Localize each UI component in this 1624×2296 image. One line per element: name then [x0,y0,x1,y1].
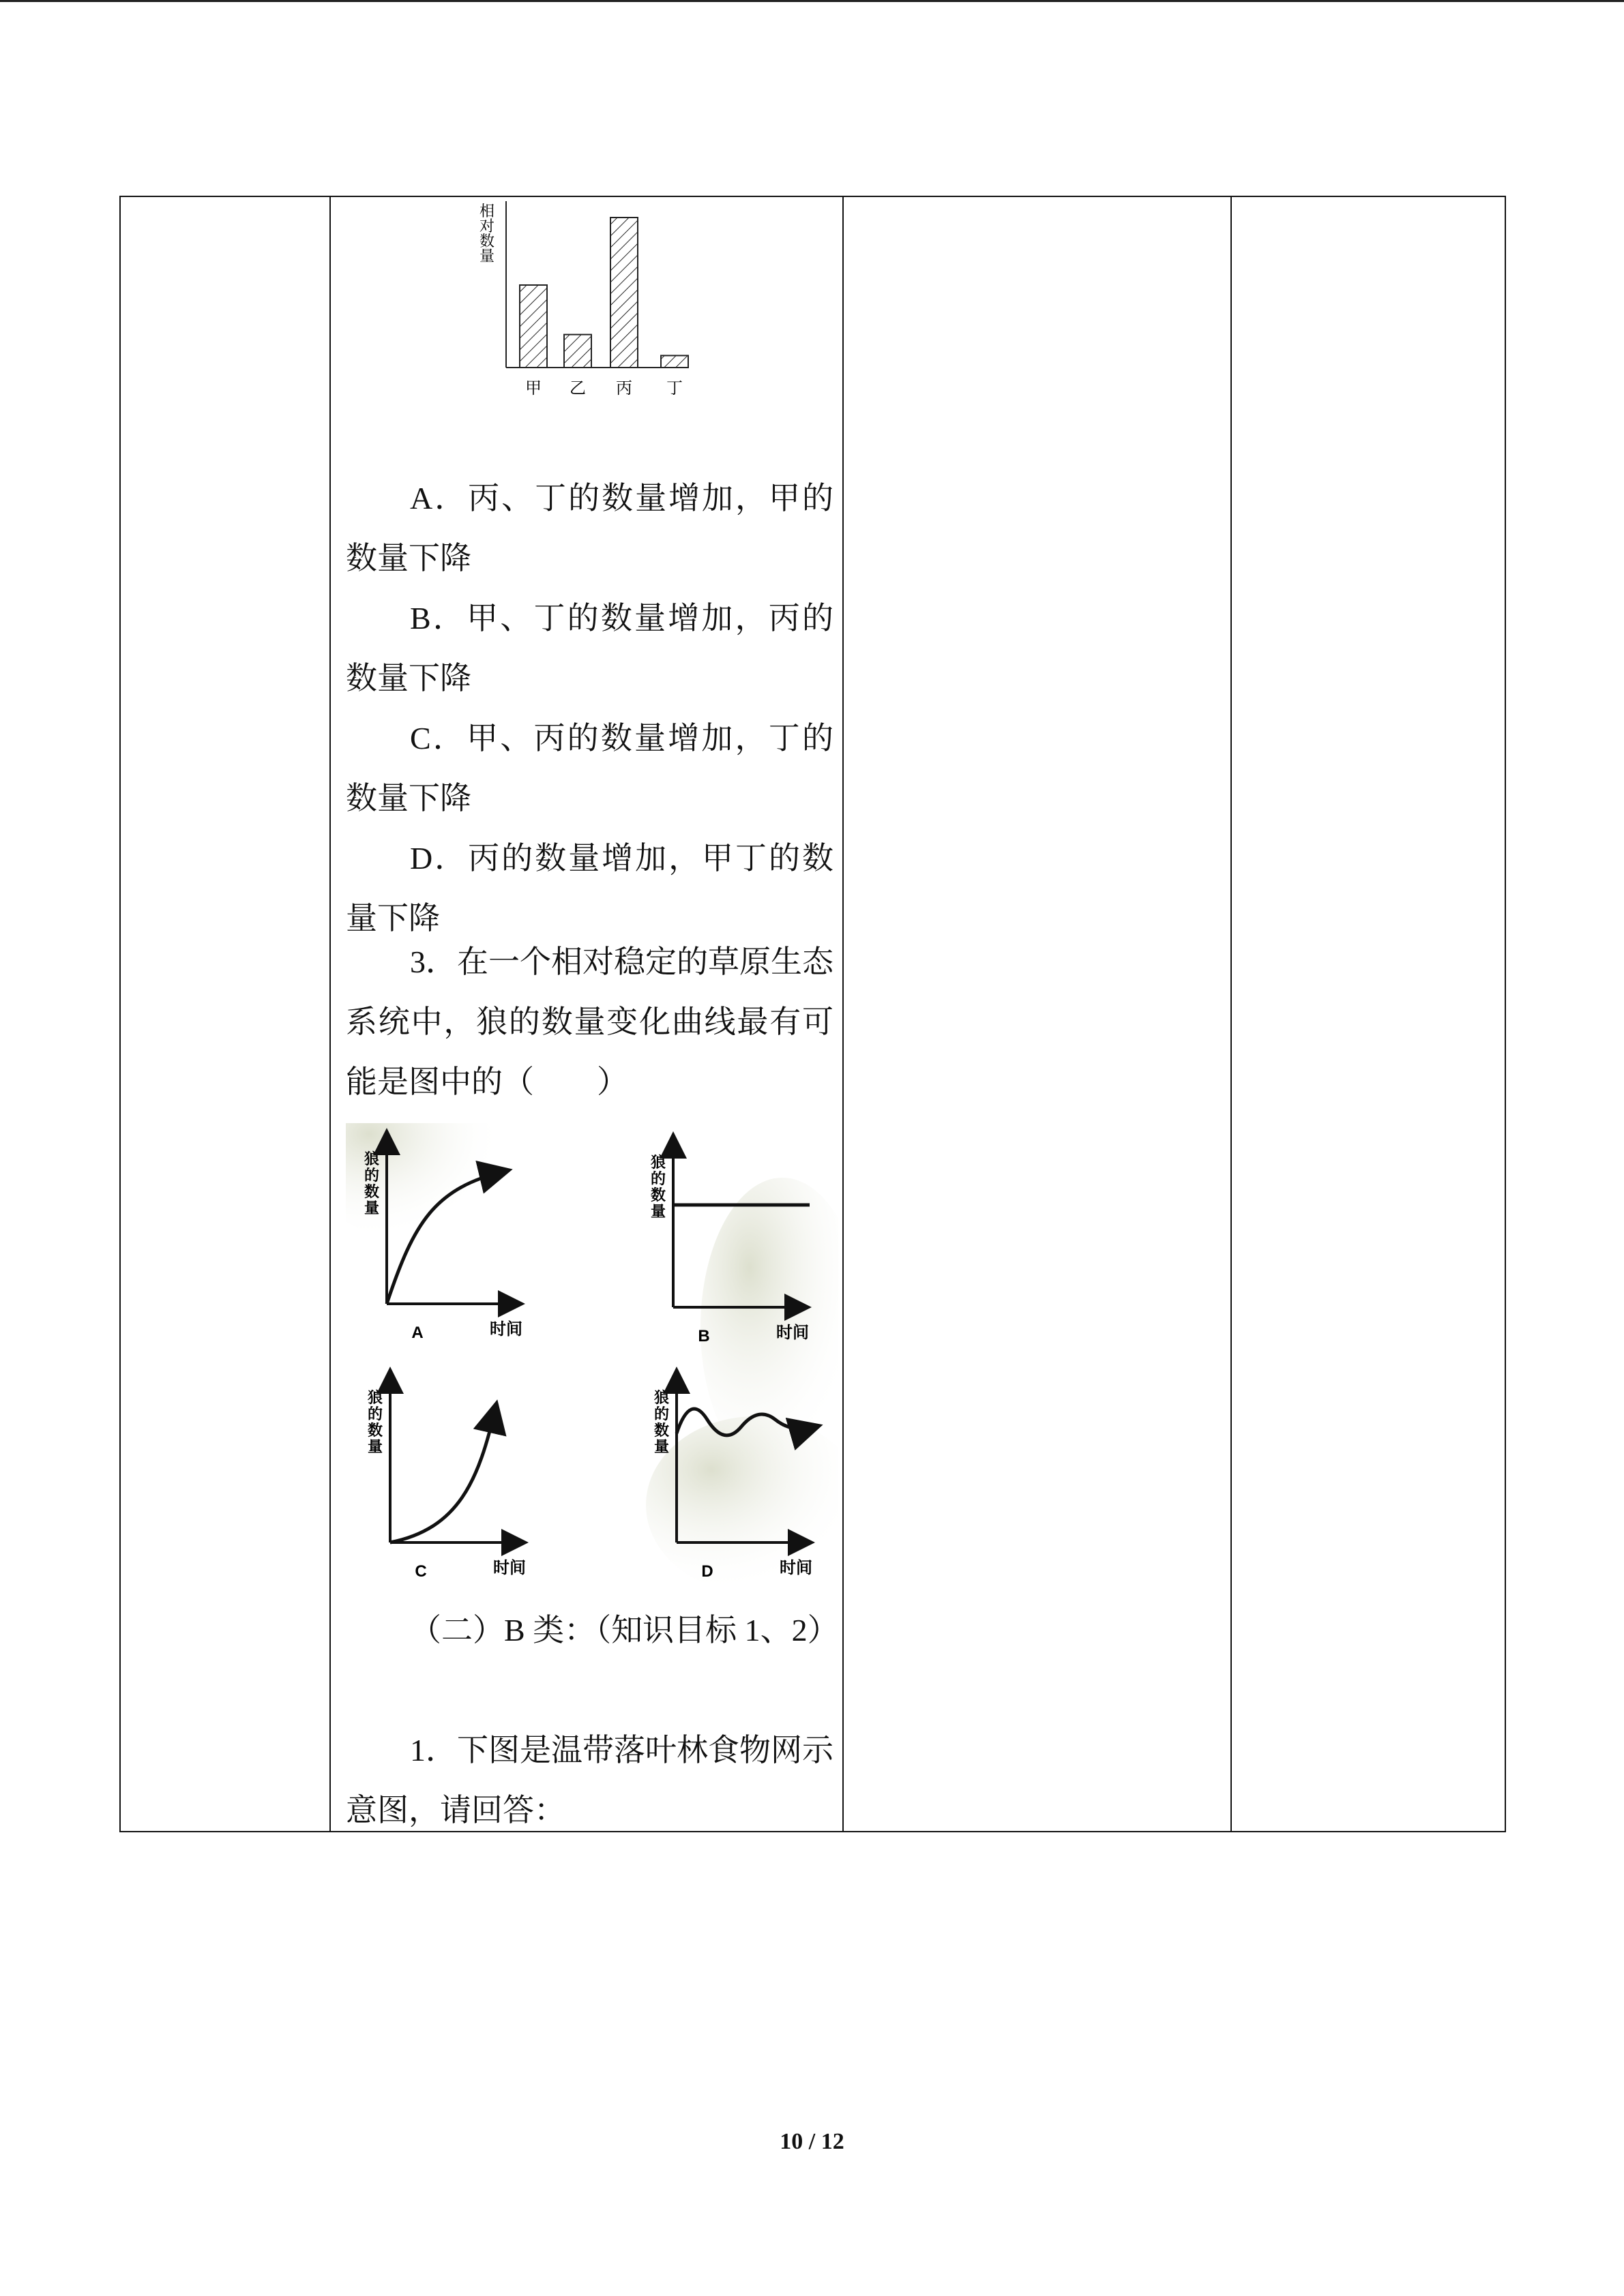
y-label-char: 狼 [364,1150,380,1167]
y-label-char: 量 [367,1438,383,1455]
page-top-rule [0,0,1624,2]
column-divider-3 [1230,197,1232,1831]
answer-option: D．丙的数量增加，甲丁的数量下降 [346,841,833,936]
y-axis-label-char: 数 [479,233,494,250]
y-label-char: 数 [364,1183,380,1200]
bar-甲 [520,285,547,368]
section-b-heading: （二）B 类：（知识目标 1、2） [410,1613,839,1648]
page-number: 10 / 12 [780,2129,844,2154]
bar-丁 [661,355,688,368]
y-axis-label-char: 量 [479,248,494,265]
y-axis-label-char: 相 [479,203,494,220]
answer-option: B．甲、丁的数量增加，丙的数量下降 [346,601,833,696]
answer-option: C．甲、丙的数量增加，丁的数量下降 [346,721,833,816]
relative-quantity-bar-chart [407,196,700,414]
panel-letter: B [698,1327,710,1345]
x-axis-label: 时间 [493,1559,526,1577]
x-tick-label: 丙 [616,378,632,398]
wolf-population-curves [346,1123,838,1587]
y-axis-label-char: 对 [479,218,494,235]
y-label-char: 狼 [653,1389,670,1406]
x-tick-label: 丁 [666,378,683,398]
y-label-char: 狼 [367,1389,383,1406]
x-axis-label: 时间 [780,1559,812,1577]
y-label-char: 量 [653,1438,670,1455]
x-tick-label: 甲 [525,378,542,398]
bar-丙 [610,218,638,368]
y-label-char: 数 [367,1422,383,1439]
panel-letter: A [411,1324,424,1342]
answer-option: A．丙、丁的数量增加，甲的数量下降 [346,481,833,576]
bar-乙 [564,335,591,368]
question3-text: 3．在一个相对稳定的草原生态系统中，狼的数量变化曲线最有可能是图中的（ ） [346,944,833,1099]
y-label-char: 数 [653,1422,670,1439]
y-axis-label [479,203,494,265]
y-label-char: 的 [364,1167,380,1184]
y-label-char: 量 [650,1203,666,1220]
population-curve [390,1406,496,1542]
column-divider-2 [842,197,844,1831]
x-tick-label: 乙 [570,378,586,398]
y-label-char: 的 [650,1170,666,1187]
x-axis-label: 时间 [490,1320,522,1339]
y-label-char: 的 [367,1405,383,1422]
x-axis-label: 时间 [776,1324,809,1342]
question-b1-text: 1．下图是温带落叶林食物网示意图，请回答： [346,1733,833,1828]
y-label-char: 的 [653,1405,670,1422]
y-label-char: 数 [650,1187,666,1204]
bars-group [520,218,688,398]
panel-letter: C [415,1562,427,1581]
column-divider-1 [329,197,331,1831]
y-label-char: 量 [364,1199,380,1217]
wolf-graph-C [368,1372,526,1581]
y-label-char: 狼 [650,1154,666,1171]
panel-letter: D [701,1562,713,1581]
